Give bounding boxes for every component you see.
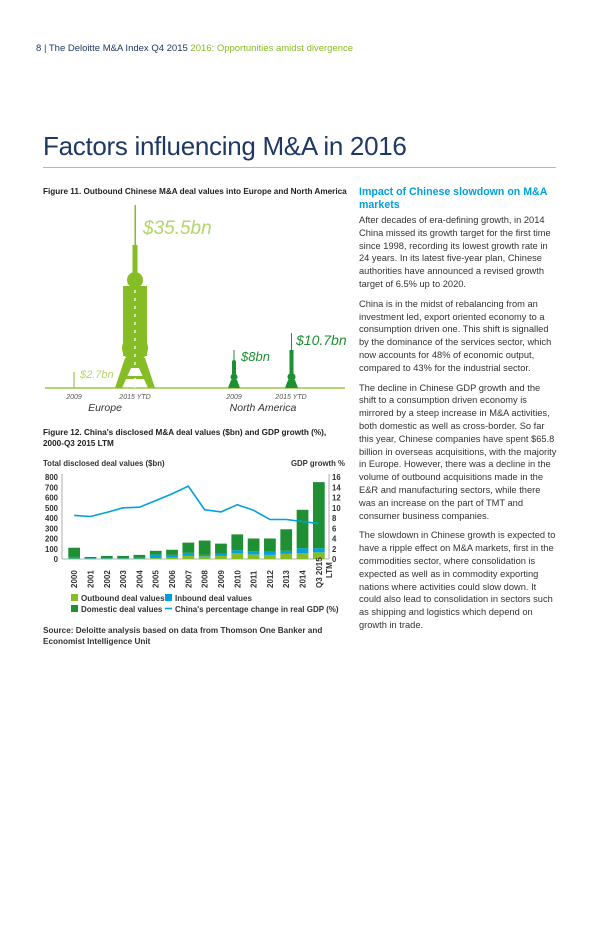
bar-segment	[199, 555, 211, 557]
bar-segment	[199, 556, 211, 559]
figure11-chart	[0, 195, 350, 415]
x-tick-label: 2003	[119, 570, 129, 588]
article-paragraph: After decades of era-defining growth, in 2014 China missed its growth target for the first time since 1998, recording its lowest growth rate in 24 years. In its latest five-year plan, Chinese authorities have announced a revised growth target of 6.5% up to 2020.	[359, 215, 551, 289]
article-column	[359, 186, 559, 639]
bar-segment	[248, 554, 260, 559]
bar-segment	[313, 482, 325, 548]
bar-segment	[85, 558, 97, 559]
bar-segment	[215, 554, 227, 556]
page-header	[36, 43, 353, 54]
x-tick-label-ltm: LTM	[324, 562, 334, 578]
left-tick-label: 700	[44, 483, 58, 493]
source-note: Source: Deloitte analysis based on data from Thomson One Banker and Economist Intelligence Unit	[43, 626, 323, 646]
bar-segment	[264, 555, 276, 559]
bar-segment	[166, 557, 178, 559]
bar-segment	[150, 555, 162, 559]
x-tick-label: 2000	[70, 570, 80, 588]
bar-segment	[313, 548, 325, 552]
right-tick-label: 14	[332, 483, 341, 493]
bar-segment	[280, 554, 292, 559]
bar-segment	[117, 556, 129, 558]
bar-segment	[297, 548, 309, 553]
bar-segment	[117, 559, 129, 560]
x-tick-label: 2008	[200, 570, 210, 588]
legend-outbound-label: Outbound deal values	[81, 594, 165, 603]
bar-segment	[182, 553, 194, 556]
right-axis-label: GDP growth %	[290, 459, 345, 468]
bar-segment	[101, 558, 113, 559]
tower-na-2009	[228, 350, 240, 388]
bar-segment	[134, 558, 146, 559]
right-tick-label: 16	[332, 473, 341, 482]
left-axis-ticks	[45, 473, 59, 564]
left-tick-label: 500	[44, 503, 58, 513]
right-tick-label: 4	[332, 534, 337, 544]
bar-segment	[264, 552, 276, 555]
left-tick-label: 400	[44, 514, 58, 523]
bar-segment	[297, 553, 309, 559]
right-axis-ticks	[332, 473, 341, 564]
page-number: 8	[36, 43, 42, 54]
x-tick-label: 2009	[216, 570, 226, 588]
right-tick-label: 6	[332, 524, 337, 534]
tick-na-2009: 2009	[226, 394, 242, 401]
report-title: The Deloitte M&A Index Q4 2015	[48, 43, 188, 54]
bar-segment	[215, 556, 227, 559]
legend	[71, 594, 339, 614]
label-na-2015: $10.7bn	[296, 332, 347, 348]
bar-segment	[280, 529, 292, 551]
figure12-chart	[0, 455, 350, 615]
bar-segment	[150, 551, 162, 555]
label-europe-2009: $2.7bn	[80, 369, 114, 381]
x-tick-label: 2011	[249, 570, 259, 588]
legend-inbound-label: Inbound deal values	[175, 594, 252, 603]
left-tick-label: 200	[44, 534, 58, 544]
label-na-2009: $8bn	[241, 349, 270, 364]
x-tick-label: 2005	[151, 570, 161, 588]
right-tick-label: 8	[332, 514, 337, 523]
figure11-caption: Figure 11. Outbound Chinese M&A deal values into Europe and North America	[43, 187, 347, 196]
x-tick-label: 2007	[184, 570, 194, 588]
tick-europe-2009: 2009	[66, 394, 82, 401]
stacked-bars	[68, 482, 324, 559]
tick-europe-2015: 2015 YTD	[119, 394, 151, 401]
group-europe: Europe	[88, 402, 122, 414]
bar-segment	[101, 556, 113, 558]
article-paragraph: The slowdown in Chinese growth is expected to have a ripple effect on M&A markets, first in the commodities sector, where consolidation is expected as well as in commodity exporting nations where activities could slow down. It could also lead to consolidation in sectors such as shipping and logistics which depend on growth in trade.	[359, 530, 556, 630]
x-tick-label: 2012	[265, 570, 275, 588]
right-tick-label: 0	[332, 555, 337, 564]
x-tick-label: 2001	[86, 570, 96, 588]
bar-segment	[231, 553, 243, 559]
bar-segment	[166, 550, 178, 555]
bar-segment	[68, 558, 80, 559]
page-title: Factors influencing M&A in 2016	[43, 131, 407, 161]
report-subtitle: 2016: Opportunities amidst divergence	[190, 43, 354, 54]
bar-segment	[85, 559, 97, 560]
right-tick-label: 2	[332, 544, 337, 554]
x-tick-label: 2014	[298, 570, 308, 588]
x-tick-label: 2002	[102, 570, 112, 588]
bar-segment	[85, 557, 97, 558]
figure12-caption: Figure 12. China's disclosed M&A deal values ($bn) and GDP growth (%), 2000-Q3 2015 LTM	[43, 428, 327, 448]
bar-segment	[134, 557, 146, 558]
bar-segment	[215, 544, 227, 554]
bar-segment	[68, 548, 80, 557]
left-tick-label: 600	[44, 493, 58, 503]
left-tick-label: 800	[44, 473, 58, 482]
bar-segment	[264, 539, 276, 552]
tick-na-2015: 2015 YTD	[275, 394, 307, 401]
bar-segment	[182, 543, 194, 553]
left-tick-label: 300	[44, 524, 58, 534]
bar-segment	[297, 510, 309, 548]
bar-segment	[101, 559, 113, 560]
bar-segment	[134, 555, 146, 558]
x-axis-ticks	[70, 557, 334, 588]
x-tick-label: 2004	[135, 570, 145, 588]
bar-segment	[231, 550, 243, 553]
label-europe-2015: $35.5bn	[143, 218, 212, 239]
bar-segment	[199, 541, 211, 555]
x-tick-label: Q3 2015	[314, 557, 324, 588]
gdp-growth-line	[74, 486, 319, 523]
x-tick-label: 2006	[168, 570, 178, 588]
bar-segment	[150, 558, 162, 559]
left-tick-label: 0	[53, 555, 58, 564]
right-tick-label: 12	[332, 493, 341, 503]
bar-segment	[280, 551, 292, 554]
bar-segment	[248, 551, 260, 554]
article-paragraph: China is in the midst of rebalancing from an investment led, export oriented economy to a consumption driven one. This shift is signalled by the dominance of the services sector, which now accounts for 48% of economic output, compared to 43% for the industrial sector.	[359, 298, 552, 373]
header-separator: |	[43, 43, 47, 54]
legend-gdp-label: China's percentage change in real GDP (%)	[175, 605, 339, 614]
bar-segment	[117, 558, 129, 559]
group-north-america: North America	[229, 402, 297, 414]
x-tick-label: 2010	[233, 570, 243, 588]
x-tick-label: 2013	[282, 570, 292, 588]
bar-segment	[166, 555, 178, 558]
legend-inbound-swatch	[165, 594, 172, 601]
legend-domestic-swatch	[71, 605, 78, 612]
left-axis-label: Total disclosed deal values ($bn)	[43, 459, 165, 468]
left-tick-label: 100	[44, 544, 58, 554]
bar-segment	[68, 557, 80, 559]
bar-segment	[182, 556, 194, 559]
article-paragraph: The decline in Chinese GDP growth and the shift to a consumption driven economy is mirrored by a steep increase in M&A activities, both domestic as well as cross-border. So far this year, Chinese companies have spent $65.8 billion in overseas acquisitions, with the majority in Europe. However, there was a decline in the volume of outbound acquisitions made in the E&R and manufacturing sectors, while there was an increase on the part of TMT and consumer business companies.	[359, 382, 557, 521]
right-tick-label: 10	[332, 503, 341, 513]
legend-domestic-label: Domestic deal values	[81, 605, 163, 614]
bar-segment	[248, 539, 260, 552]
legend-outbound-swatch	[71, 594, 78, 601]
title-divider	[43, 167, 556, 168]
bar-segment	[231, 534, 243, 550]
article-heading: Impact of Chinese slowdown on M&A markets	[359, 186, 547, 211]
